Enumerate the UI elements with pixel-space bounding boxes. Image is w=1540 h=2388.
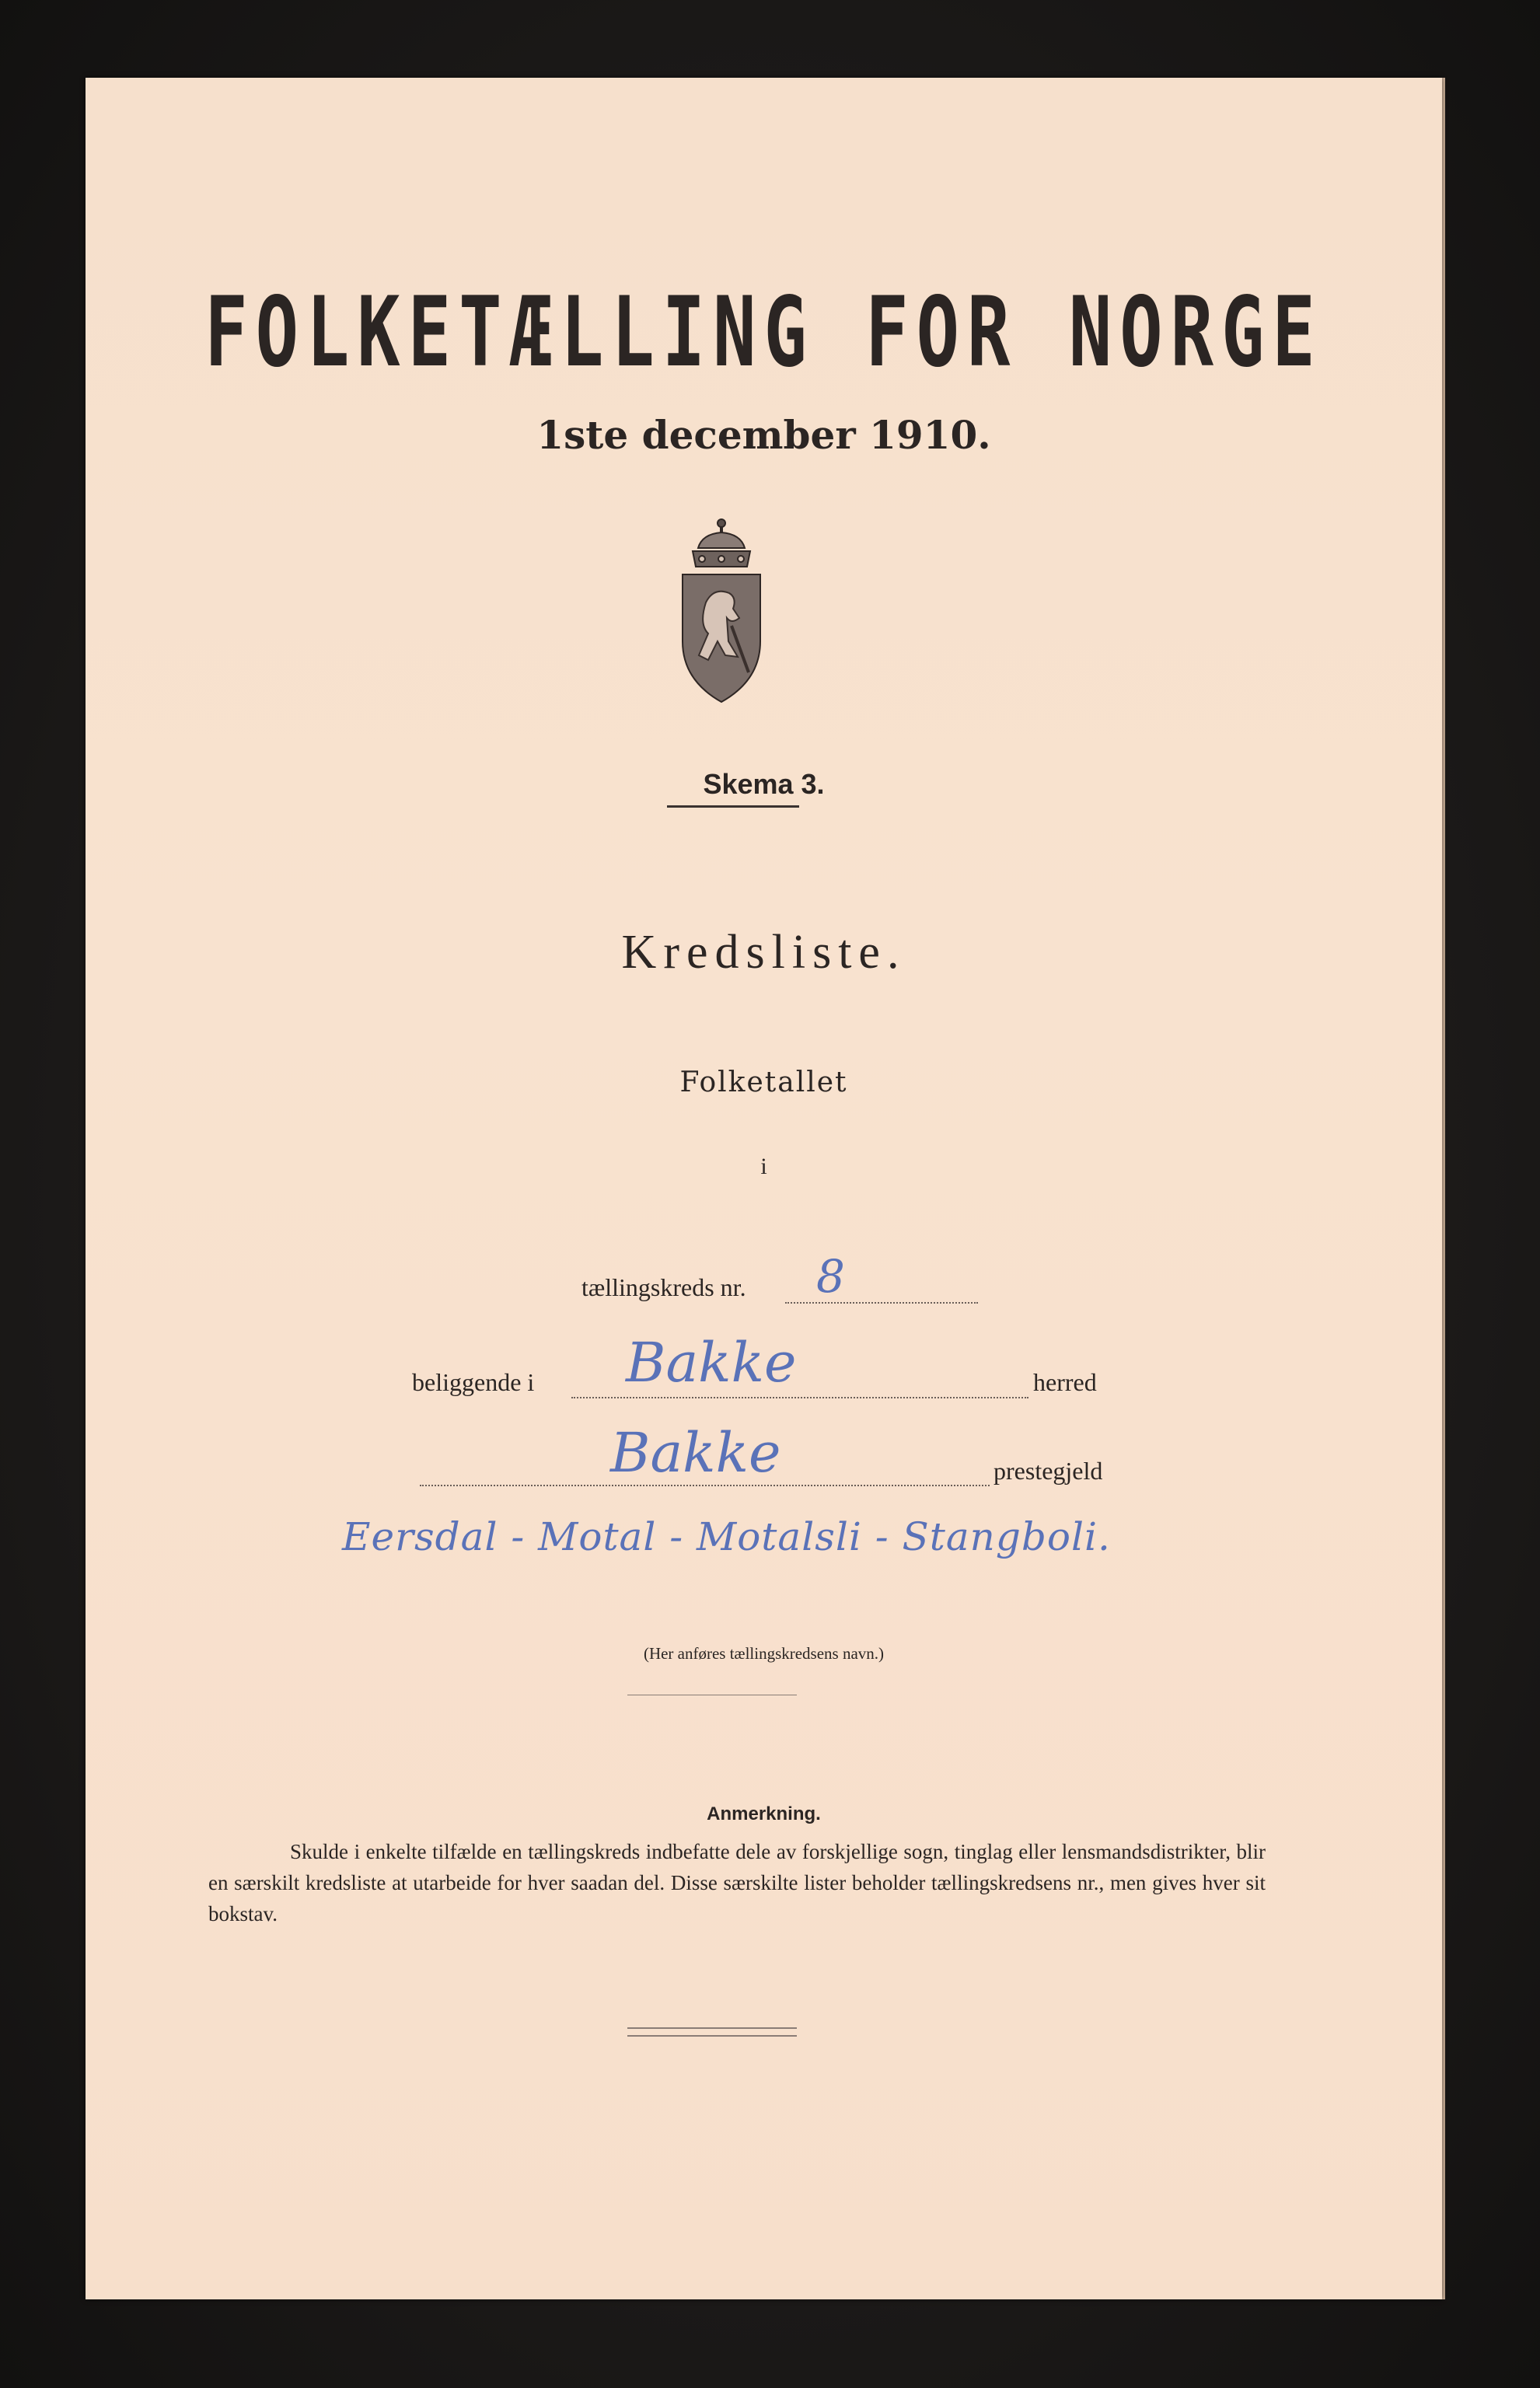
norwegian-coat-of-arms-icon [671,517,772,711]
census-form-page [86,78,1442,2299]
form-heading: Kredsliste. [621,926,906,979]
kreds-name-note: (Her anføres tællingskredsens navn.) [643,1644,885,1663]
note-text: Skulde i enkelte tilfælde en tællingskreds indbefatte dele av forskjellige sogn, tinglag eller lensmandsdistrikter, blir en særskilt kredsliste at utarbeide for hver saadan del. Disse særskilte lister beholder tællingskredsens nr., men gives hver sit bokstav. [208,1840,1266,1925]
herred-value: Bakke [626,1331,797,1395]
census-date: 1ste december 1910. [536,412,991,458]
i-label: i [760,1154,767,1179]
prestegjeld-value: Bakke [610,1421,781,1485]
page-title: FOLKETÆLLING FOR NORGE [204,276,1323,389]
kreds-number-label: tællingskreds nr. [581,1273,746,1301]
folketallet-label: Folketallet [679,1067,848,1098]
kreds-name-value: Eersdal - Motal - Motalsli - Stangboli. [342,1514,1111,1559]
schema-underline [667,805,799,808]
schema-label: Skema 3. [703,768,825,800]
double-separator-rule [627,2027,797,2037]
prestegjeld-dotline [420,1485,990,1486]
herred-label: herred [1033,1368,1097,1396]
kreds-number-dotline [785,1302,978,1304]
prestegjeld-label: prestegjeld [993,1457,1103,1485]
herred-dotline [571,1397,1028,1398]
beliggende-label: beliggende i [412,1368,535,1396]
kreds-number-value: 8 [816,1250,845,1303]
note-title: Anmerkning. [707,1803,821,1824]
